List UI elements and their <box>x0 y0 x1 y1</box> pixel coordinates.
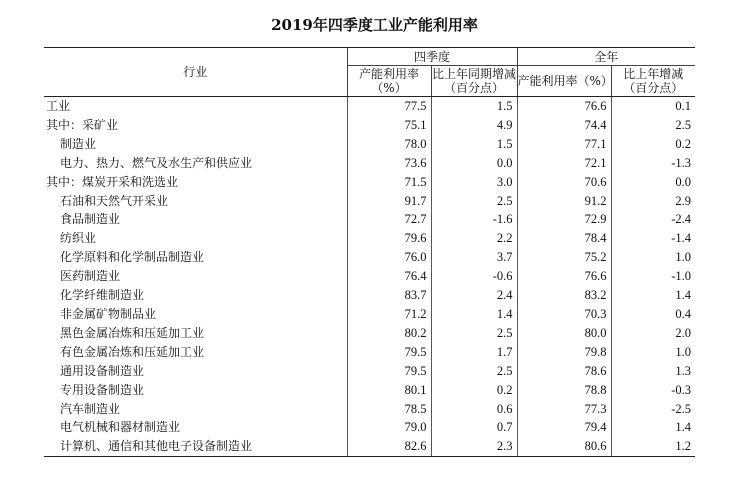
row-q4-change: 1.5 <box>431 97 517 116</box>
row-year-change: -2.4 <box>611 210 695 229</box>
row-industry-name: 专用设备制造业 <box>60 382 145 397</box>
row-q4-rate: 80.2 <box>347 324 431 343</box>
row-year-rate: 70.3 <box>517 305 611 324</box>
row-q4-rate: 76.0 <box>347 248 431 267</box>
row-q4-rate: 91.7 <box>347 192 431 211</box>
row-industry-name: 汽车制造业 <box>60 401 121 416</box>
row-year-rate: 83.2 <box>517 286 611 305</box>
row-q4-rate: 80.1 <box>347 381 431 400</box>
row-q4-change: 0.0 <box>431 154 517 173</box>
table-row <box>44 324 695 343</box>
row-year-rate: 79.4 <box>517 418 611 437</box>
row-q4-change: 1.7 <box>431 343 517 362</box>
row-year-rate: 78.8 <box>517 381 611 400</box>
row-year-change: 0.0 <box>611 173 695 192</box>
row-industry-name: 有色金属冶炼和压延加工业 <box>60 344 205 359</box>
row-q4-rate: 77.5 <box>347 97 431 116</box>
table-row <box>44 229 695 248</box>
table-row <box>44 418 695 437</box>
row-q4-change: 4.9 <box>431 116 517 135</box>
table-row <box>44 305 695 324</box>
row-industry-name: 通用设备制造业 <box>60 363 145 378</box>
col-header-q4-change: 比上年同期增减（百分点） <box>432 67 517 95</box>
row-year-change: -1.4 <box>611 229 695 248</box>
row-industry-name: 黑色金属冶炼和压延加工业 <box>60 325 205 340</box>
row-q4-change: 2.4 <box>431 286 517 305</box>
row-year-change: 2.0 <box>611 324 695 343</box>
table-row <box>44 267 695 286</box>
table-row <box>44 437 695 456</box>
row-industry-name: 计算机、通信和其他电子设备制造业 <box>44 437 347 456</box>
row-q4-change: 2.5 <box>431 192 517 211</box>
row-year-rate: 80.6 <box>517 437 611 456</box>
row-q4-change: 0.6 <box>431 400 517 419</box>
row-year-rate: 79.8 <box>517 343 611 362</box>
row-industry-name: 其中：采矿业 <box>46 117 119 132</box>
table-row <box>44 362 695 381</box>
row-year-rate: 70.6 <box>517 173 611 192</box>
row-q4-rate: 79.5 <box>347 362 431 381</box>
table-row <box>44 286 695 305</box>
table-row <box>44 192 695 211</box>
row-industry-name: 医药制造业 <box>60 269 121 284</box>
row-q4-rate: 83.7 <box>347 286 431 305</box>
row-year-change: -2.5 <box>611 400 695 419</box>
row-year-rate: 74.4 <box>517 116 611 135</box>
row-year-rate: 80.0 <box>517 324 611 343</box>
row-year-change: 1.0 <box>611 248 695 267</box>
row-year-change: 0.4 <box>611 305 695 324</box>
row-industry-name: 工业 <box>46 99 71 113</box>
row-q4-rate: 73.6 <box>347 154 431 173</box>
table-row <box>44 400 695 419</box>
row-q4-rate: 72.7 <box>347 210 431 229</box>
row-year-change: 1.4 <box>611 286 695 305</box>
row-industry-name: 电气机械和器材制造业 <box>60 420 181 435</box>
row-year-change: 0.1 <box>611 97 695 116</box>
row-year-rate: 72.9 <box>517 210 611 229</box>
col-header-year-rate: 产能利用率（%） <box>517 66 611 97</box>
table-body <box>44 97 695 457</box>
row-year-change: 1.3 <box>611 362 695 381</box>
row-q4-rate: 78.0 <box>347 135 431 154</box>
row-q4-rate: 82.6 <box>347 437 431 456</box>
row-q4-change: 3.7 <box>431 248 517 267</box>
group-header-year: 全年 <box>517 48 695 66</box>
row-q4-change: -0.6 <box>431 267 517 286</box>
row-year-rate: 91.2 <box>517 192 611 211</box>
table-row <box>44 154 695 173</box>
row-industry-name: 其中：煤炭开采和洗选业 <box>46 174 179 189</box>
table-row <box>44 173 695 192</box>
row-q4-change: 2.5 <box>431 362 517 381</box>
table-row <box>44 116 695 135</box>
row-q4-rate: 79.5 <box>347 343 431 362</box>
table-row <box>44 210 695 229</box>
row-year-rate: 77.3 <box>517 400 611 419</box>
row-q4-rate: 71.2 <box>347 305 431 324</box>
row-year-change: 0.2 <box>611 135 695 154</box>
row-q4-rate: 78.5 <box>347 400 431 419</box>
table-row <box>44 248 695 267</box>
row-year-change: 2.9 <box>611 192 695 211</box>
table-row <box>44 343 695 362</box>
row-q4-rate: 79.0 <box>347 418 431 437</box>
table-row <box>44 381 695 400</box>
row-q4-change: 0.7 <box>431 418 517 437</box>
col-header-year-change: 比上年增减（百分点） <box>611 66 695 97</box>
row-q4-change: 3.0 <box>431 173 517 192</box>
row-industry-name: 石油和天然气开采业 <box>60 193 169 208</box>
row-year-change: 1.4 <box>611 418 695 437</box>
row-q4-rate: 79.6 <box>347 229 431 248</box>
row-year-change: 1.0 <box>611 343 695 362</box>
row-q4-rate: 71.5 <box>347 173 431 192</box>
row-year-rate: 77.1 <box>517 135 611 154</box>
row-industry-name: 非金属矿物制品业 <box>60 306 157 321</box>
table-row <box>44 97 695 116</box>
row-year-change: -1.0 <box>611 267 695 286</box>
row-year-rate: 75.2 <box>517 248 611 267</box>
row-industry-name: 制造业 <box>60 136 97 151</box>
row-year-change: -0.3 <box>611 381 695 400</box>
row-q4-change: -1.6 <box>431 210 517 229</box>
row-industry-name: 纺织业 <box>60 231 97 246</box>
row-year-change: 2.5 <box>611 116 695 135</box>
row-q4-change: 1.4 <box>431 305 517 324</box>
row-q4-change: 1.5 <box>431 135 517 154</box>
row-year-rate: 76.6 <box>517 97 611 116</box>
table-title: 2019年四季度工业产能利用率 <box>271 16 478 34</box>
row-q4-rate: 75.1 <box>347 116 431 135</box>
table-row <box>44 135 695 154</box>
row-q4-change: 2.3 <box>431 437 517 456</box>
row-year-change: 1.2 <box>611 437 695 456</box>
col-header-q4-rate: 产能利用率（%） <box>347 66 431 97</box>
row-q4-rate: 76.4 <box>347 267 431 286</box>
row-label-header: 行业 <box>44 48 347 97</box>
row-industry-name: 化学纤维制造业 <box>60 288 145 303</box>
row-q4-change: 2.2 <box>431 229 517 248</box>
row-industry-name: 化学原料和化学制品制造业 <box>60 250 205 265</box>
row-year-change: -1.3 <box>611 154 695 173</box>
group-header-q4: 四季度 <box>347 48 517 66</box>
row-year-rate: 76.6 <box>517 267 611 286</box>
row-year-rate: 78.6 <box>517 362 611 381</box>
row-year-rate: 72.1 <box>517 154 611 173</box>
row-year-rate: 78.4 <box>517 229 611 248</box>
row-industry-name: 电力、热力、燃气及水生产和供应业 <box>60 155 253 170</box>
capacity-utilization-table <box>44 47 695 457</box>
row-q4-change: 0.2 <box>431 381 517 400</box>
row-industry-name: 食品制造业 <box>60 212 121 227</box>
row-q4-change: 2.5 <box>431 324 517 343</box>
